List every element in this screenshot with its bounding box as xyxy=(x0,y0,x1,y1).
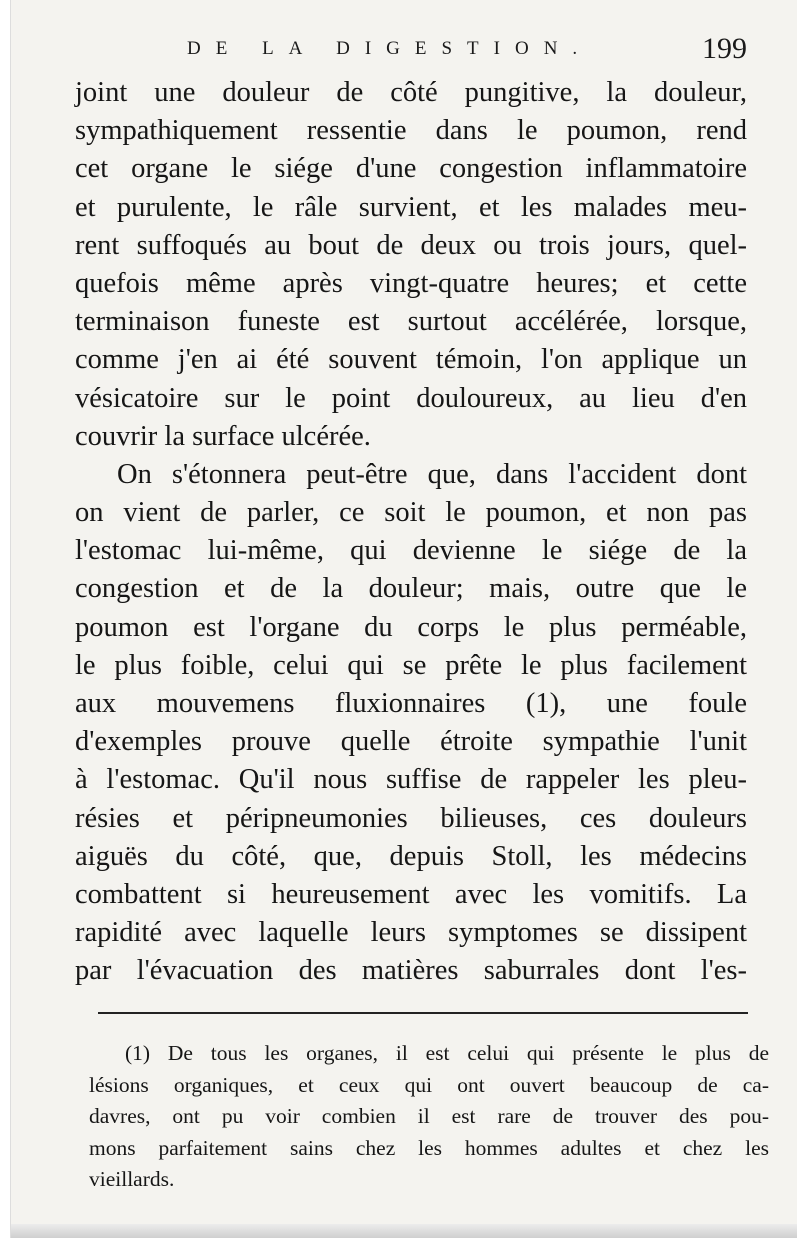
text-line: congestion et de la douleur; mais, outre que le xyxy=(75,573,747,605)
footnote-line: davres, ont pu voir combien il est rare de trouver des pou- xyxy=(89,1104,769,1128)
text-line: quefois même après vingt-quatre heures; et cette xyxy=(75,267,747,299)
paragraph-start-line: On s'étonnera peut-être que, dans l'accident dont xyxy=(117,458,747,490)
text-line: résies et péripneumonies bilieuses, ces douleurs xyxy=(75,802,747,834)
text-line: à l'estomac. Qu'il nous suffise de rappeler les pleu- xyxy=(75,764,747,796)
footnote-line: lésions organiques, et ceux qui ont ouvert beaucoup de ca- xyxy=(89,1072,769,1097)
text-line: aux mouvemens fluxionnaires (1), une foule xyxy=(75,688,747,719)
text-line: cet organe le siége d'une congestion inflammatoire xyxy=(75,153,747,185)
text-line: le plus foible, celui qui se prête le plus facilement xyxy=(75,649,747,681)
footnote-separator xyxy=(98,1012,748,1014)
text-line: l'estomac lui-même, qui devienne le siége de la xyxy=(75,535,747,567)
main-text xyxy=(75,74,747,991)
text-line: sympathiquement ressentie dans le poumon, rend xyxy=(75,115,747,147)
text-line: combattent si heureusement avec les vomitifs. La xyxy=(75,878,747,910)
text-line: comme j'en ai été souvent témoin, l'on applique un xyxy=(75,344,747,376)
text-line: rapidité avec laquelle leurs symptomes se dissipent xyxy=(75,917,747,949)
book-page xyxy=(10,0,797,1238)
page-number: 199 xyxy=(702,32,747,65)
text-line: poumon est l'organe du corps le plus perméable, xyxy=(75,611,747,643)
paragraph-end-line: couvrir la surface ulcérée. xyxy=(75,420,371,452)
footnote-line: vieillards. xyxy=(89,1167,175,1191)
footnote-line: mons parfaitement sains chez les hommes adultes et chez les xyxy=(89,1135,769,1160)
text-line: d'exemples prouve quelle étroite sympathie l'unit xyxy=(75,726,747,758)
text-line: on vient de parler, ce soit le poumon, et non pas xyxy=(75,497,747,529)
text-line: aiguës du côté, que, depuis Stoll, les médecins xyxy=(75,840,747,872)
running-title: DE LA DIGESTION. xyxy=(187,38,593,59)
footnote xyxy=(89,1038,769,1196)
text-line: et purulente, le râle survient, et les malades meu- xyxy=(75,191,747,223)
text-line: par l'évacuation des matières saburrales dont l'es- xyxy=(75,955,747,987)
text-line: rent suffoqués au bout de deux ou trois jours, quel- xyxy=(75,229,747,261)
text-line: joint une douleur de côté pungitive, la douleur, xyxy=(75,77,747,108)
text-line: terminaison funeste est surtout accélérée, lorsque, xyxy=(75,306,747,338)
footnote-line: (1) De tous les organes, il est celui qui présente le plus de xyxy=(125,1041,769,1065)
text-line: vésicatoire sur le point douloureux, au lieu d'en xyxy=(75,382,747,414)
